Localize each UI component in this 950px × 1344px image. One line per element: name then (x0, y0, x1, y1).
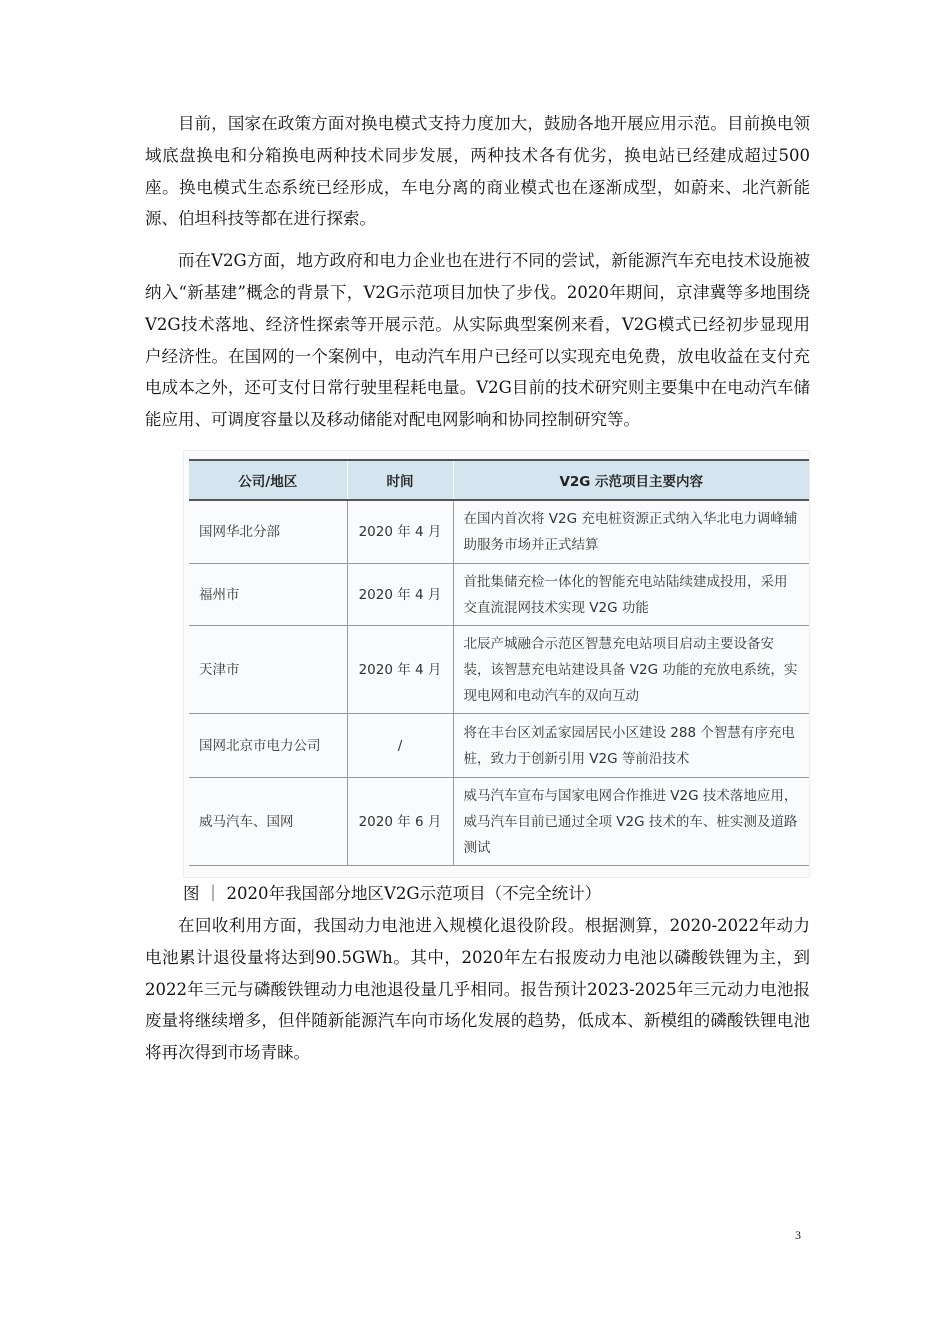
header-time: 时间 (347, 460, 453, 500)
cell-content: 首批集储充检一体化的智能充电站陆续建成投用，采用交直流混网技术实现 V2G 功能 (453, 564, 809, 626)
figure-caption: 图 ｜ 2020年我国部分地区V2G示范项目（不完全统计） (183, 883, 602, 903)
table-row (189, 500, 809, 564)
cell-time: 2020 年 4 月 (347, 564, 453, 626)
table-row (189, 778, 809, 866)
cell-time: 2020 年 4 月 (347, 500, 453, 564)
cell-region: 威马汽车、国网 (189, 778, 347, 866)
header-region: 公司/地区 (189, 460, 347, 500)
table-figure (183, 450, 810, 878)
table-row (189, 714, 809, 778)
cell-region: 福州市 (189, 564, 347, 626)
cell-region: 国网华北分部 (189, 500, 347, 564)
cell-content: 在国内首次将 V2G 充电桩资源正式纳入华北电力调峰辅助服务市场并正式结算 (453, 500, 809, 564)
cell-time: / (347, 714, 453, 778)
paragraph-battery-swap: 目前，国家在政策方面对换电模式支持力度加大，鼓励各地开展应用示范。目前换电领域底盘换电和分箱换电两种技术同步发展，两种技术各有优劣，换电站已经建成超过500座。换电模式生态系统已经形成，车电分离的商业模式也在逐渐成型，如蔚来、北汽新能源、伯坦科技等都在进行探索。 (145, 114, 810, 229)
cell-time: 2020 年 4 月 (347, 626, 453, 714)
cell-content: 北辰产城融合示范区智慧充电站项目启动主要设备安装，该智慧充电站建设具备 V2G 功能的充放电系统，实现电网和电动汽车的双向互动 (453, 626, 809, 714)
table-row (189, 626, 809, 714)
page-content (145, 108, 810, 1069)
table-header-row (189, 460, 809, 500)
cell-content: 将在丰台区刘孟家园居民小区建设 288 个智慧有序充电桩，致力于创新引用 V2G 等前沿技术 (453, 714, 809, 778)
header-content: V2G 示范项目主要内容 (453, 460, 809, 500)
paragraph-v2g: 而在V2G方面，地方政府和电力企业也在进行不同的尝试，新能源汽车充电技术设施被纳入“新基建”概念的背景下，V2G示范项目加快了步伐。2020年期间，京津冀等多地围绕V2G技术落地、经济性探索等开展示范。从实际典型案例来看，V2G模式已经初步显现用户经济性。在国网的一个案例中，电动汽车用户已经可以实现充电免费，放电收益在支付充电成本之外，还可支付日常行驶里程耗电量。V2G目前的技术研究则主要集中在电动汽车储能应用、可调度容量以及移动储能对配电网影响和协同控制研究等。 (145, 251, 810, 430)
page-number: 3 (795, 1228, 801, 1242)
table-row (189, 564, 809, 626)
paragraph-battery-recycling: 在回收利用方面，我国动力电池进入规模化退役阶段。根据测算，2020-2022年动力电池累计退役量将达到90.5GWh。其中，2020年左右报废动力电池以磷酸铁锂为主，到2022年三元与磷酸铁锂动力电池退役量几乎相同。报告预计2023-2025年三元动力电池报废量将继续增多，但伴随新能源汽车向市场化发展的趋势，低成本、新模组的磷酸铁锂电池将再次得到市场青睐。 (145, 915, 810, 1063)
v2g-projects-table (189, 459, 809, 867)
cell-region: 国网北京市电力公司 (189, 714, 347, 778)
cell-time: 2020 年 6 月 (347, 778, 453, 866)
cell-region: 天津市 (189, 626, 347, 714)
cell-content: 威马汽车宣布与国家电网合作推进 V2G 技术落地应用，威马汽车目前已通过全项 V2G 技术的车、桩实测及道路测试 (453, 778, 809, 866)
